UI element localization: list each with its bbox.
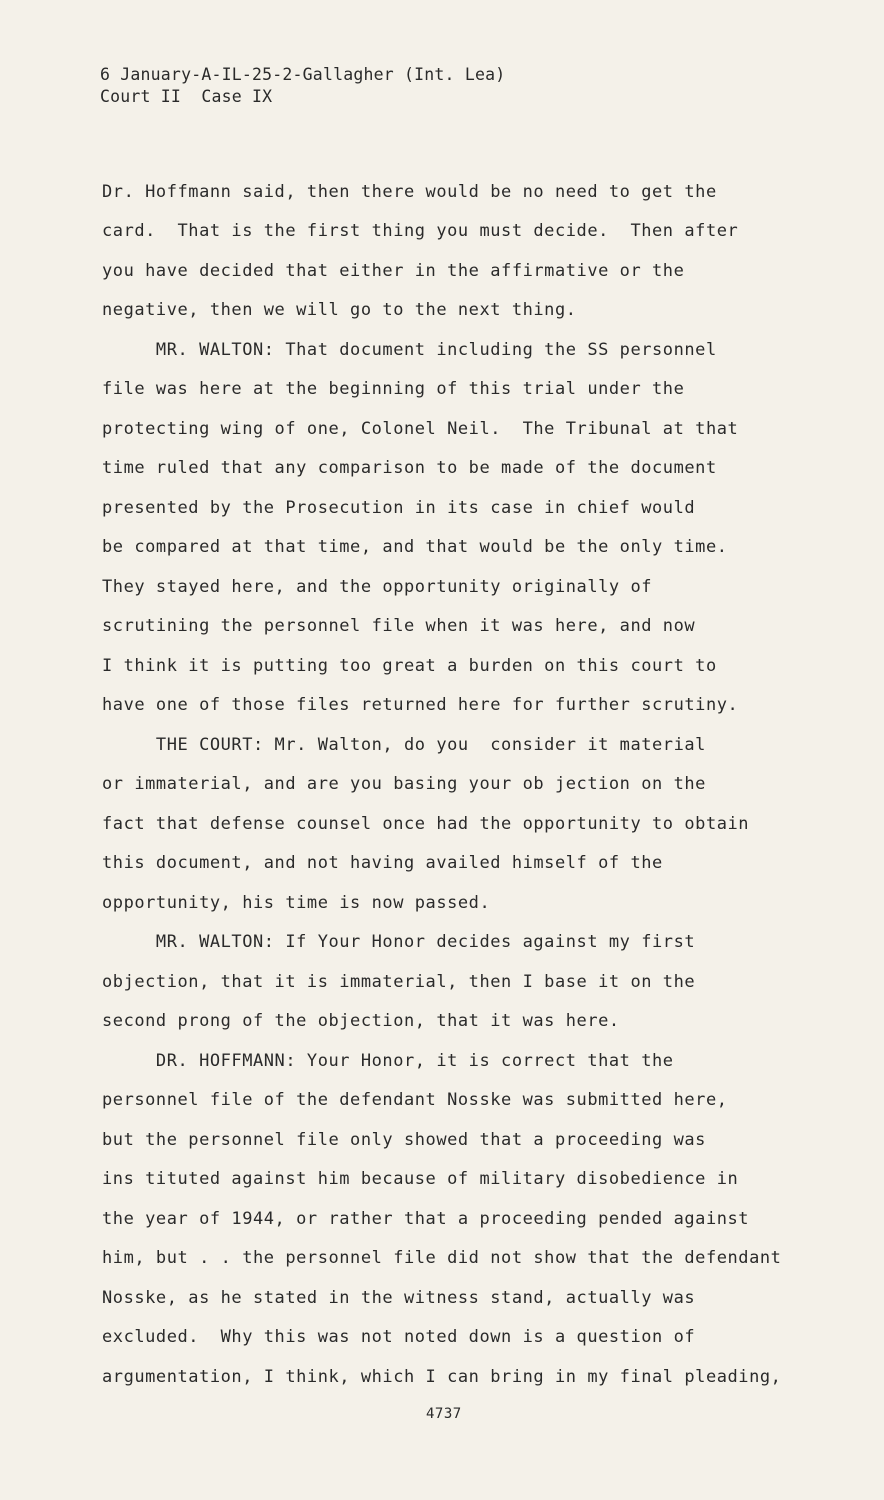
text-line: They stayed here, and the opportunity originally of (102, 577, 653, 597)
text-line: objection, that it is immaterial, then I base it on the (102, 972, 696, 992)
text-line: fact that defense counsel once had the opportunity to obtain (102, 814, 750, 834)
text-line: excluded. Why this was not noted down is a question of (102, 1327, 696, 1347)
text-line: personnel file of the defendant Nosske was submitted here, (102, 1090, 728, 1110)
text-line: protecting wing of one, Colonel Neil. The Tribunal at that (102, 419, 739, 439)
text-line: second prong of the objection, that it was here. (102, 1011, 620, 1031)
text-line: card. That is the first thing you must decide. Then after (102, 221, 739, 241)
text-line: this document, and not having availed himself of the (102, 853, 663, 873)
text-line: him, but . . the personnel file did not show that the defendant (102, 1248, 782, 1268)
text-line: file was here at the beginning of this trial under the (102, 379, 685, 399)
header-court-line: Court II Case IX (100, 87, 273, 106)
text-line: or immaterial, and are you basing your ob jection on the (102, 774, 706, 794)
text-line: the year of 1944, or rather that a proceeding pended against (102, 1209, 750, 1229)
text-line: THE COURT: Mr. Walton, do you consider it material (102, 735, 706, 755)
text-line: have one of those files returned here for further scrutiny. (102, 695, 739, 715)
page-number: 4737 (426, 1406, 462, 1422)
text-line: be compared at that time, and that would be the only time. (102, 537, 728, 557)
document-header (100, 64, 505, 108)
text-line: ins tituted against him because of military disobedience in (102, 1169, 739, 1189)
text-line: but the personnel file only showed that a proceeding was (102, 1130, 706, 1150)
text-line: presented by the Prosecution in its case in chief would (102, 498, 696, 518)
text-line: I think it is putting too great a burden on this court to (102, 656, 717, 676)
text-line: scrutining the personnel file when it was here, and now (102, 616, 696, 636)
text-line: you have decided that either in the affirmative or the (102, 261, 685, 281)
text-line: time ruled that any comparison to be made of the document (102, 458, 717, 478)
text-line: opportunity, his time is now passed. (102, 893, 491, 913)
text-line: MR. WALTON: That document including the SS personnel (102, 340, 717, 360)
text-line: MR. WALTON: If Your Honor decides against my first (102, 932, 696, 952)
text-line: Dr. Hoffmann said, then there would be no need to get the (102, 182, 717, 202)
text-line: negative, then we will go to the next thing. (102, 300, 577, 320)
header-session-line: 6 January-A-IL-25-2-Gallagher (Int. Lea) (100, 65, 506, 84)
text-line: Nosske, as he stated in the witness stand, actually was (102, 1288, 696, 1308)
text-line: argumentation, I think, which I can bring in my final pleading, (102, 1367, 782, 1387)
text-line: DR. HOFFMANN: Your Honor, it is correct that the (102, 1051, 674, 1071)
